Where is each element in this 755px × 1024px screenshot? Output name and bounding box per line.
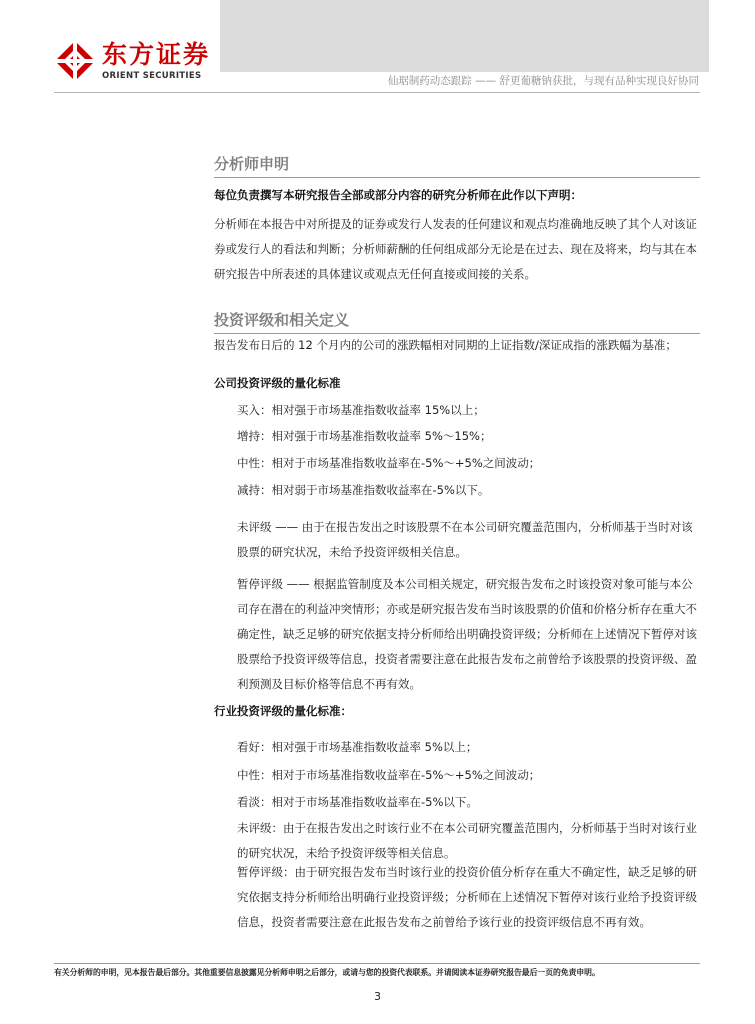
rating-definitions-heading: 投资评级和相关定义 (214, 309, 700, 334)
logo-english-name: ORIENT SECURITIES (102, 71, 202, 81)
industry-unrated-note: 未评级：由于在报告发出之时该行业不在本公司研究覆盖范围内，分析师基于当时对该行业的研究状况，未给予投资评级等相关信息。 (237, 821, 697, 860)
company-rating-buy: 买入：相对强于市场基准指数收益率 15%以上； (237, 403, 485, 417)
orient-logo-icon (54, 40, 96, 82)
analyst-statement-body: 分析师在本报告中对所提及的证券或发行人发表的任何建议和观点均准确地反映了其个人对该证券或发行人的看法和判断；分析师薪酬的任何组成部分无论是在过去、现在及将来，均与其在本研究报告中所表述的具体建议或观点无任何直接或间接的关系。 (214, 217, 697, 281)
company-rating-underperform: 减持：相对弱于市场基准指数收益率在-5%以下。 (237, 483, 490, 497)
company-rating-outperform: 增持：相对强于市场基准指数收益率 5%～15%； (237, 429, 492, 443)
company-rating-neutral: 中性：相对于市场基准指数收益率在-5%～+5%之间波动； (237, 456, 541, 470)
rating-intro: 报告发布日后的 12 个月内的公司的涨跌幅相对同期的上证指数/深证成指的涨跌幅为基准； (214, 338, 677, 352)
header-gray-bar (220, 0, 709, 72)
footer-disclaimer: 有关分析师的申明，见本报告最后部分。其他重要信息披露见分析师申明之后部分，或请与您的投资代表联系。并请阅读本证券研究报告最后一页的免责申明。 (54, 968, 600, 977)
industry-rating-title: 行业投资评级的量化标准： (214, 704, 352, 718)
analyst-statement-heading: 分析师申明 (214, 153, 700, 178)
industry-suspended-note: 暂停评级：由于研究报告发布当时该行业的投资价值分析存在重大不确定性，缺乏足够的研究依据支持分析师给出明确行业投资评级；分析师在上述情况下暂停对该行业给予投资评级信息，投资者需要注意在此报告发布之前曾给予该行业的投资评级信息不再有效。 (237, 865, 697, 929)
company-suspended-note: 暂停评级 —— 根据监管制度及本公司相关规定，研究报告发布之时该投资对象可能与本公司存在潜在的利益冲突情形；亦或是研究报告发布当时该股票的价值和价格分析存在重大不确定性，缺乏足够的研究依据支持分析师给出明确投资评级；分析师在上述情况下暂停对该股票给予投资评级等信息，投资者需要注意在此报告发布之前曾给予该股票的投资评级、盈利预测及目标价格等信息不再有效。 (237, 577, 697, 691)
report-title: 仙琚制药动态跟踪 —— 舒更葡糖钠获批，与现有品种实现良好协同 (387, 75, 699, 87)
logo-chinese-name: 东方证券 (102, 40, 211, 69)
industry-rating-positive: 看好：相对强于市场基准指数收益率 5%以上； (237, 740, 478, 754)
industry-rating-neutral: 中性：相对于市场基准指数收益率在-5%～+5%之间波动； (237, 768, 541, 782)
header-divider (54, 92, 700, 93)
page-number: 3 (374, 990, 381, 1003)
company-unrated-note: 未评级 —— 由于在报告发出之时该股票不在本公司研究覆盖范围内，分析师基于当时对该股票的研究状况，未给予投资评级相关信息。 (237, 520, 693, 559)
industry-rating-negative: 看淡：相对于市场基准指数收益率在-5%以下。 (237, 795, 478, 809)
analyst-statement-lead: 每位负责撰写本研究报告全部或部分内容的研究分析师在此作以下声明： (214, 188, 582, 202)
company-rating-title: 公司投资评级的量化标准 (214, 376, 341, 390)
company-logo (54, 40, 214, 86)
footer-divider (54, 963, 700, 964)
